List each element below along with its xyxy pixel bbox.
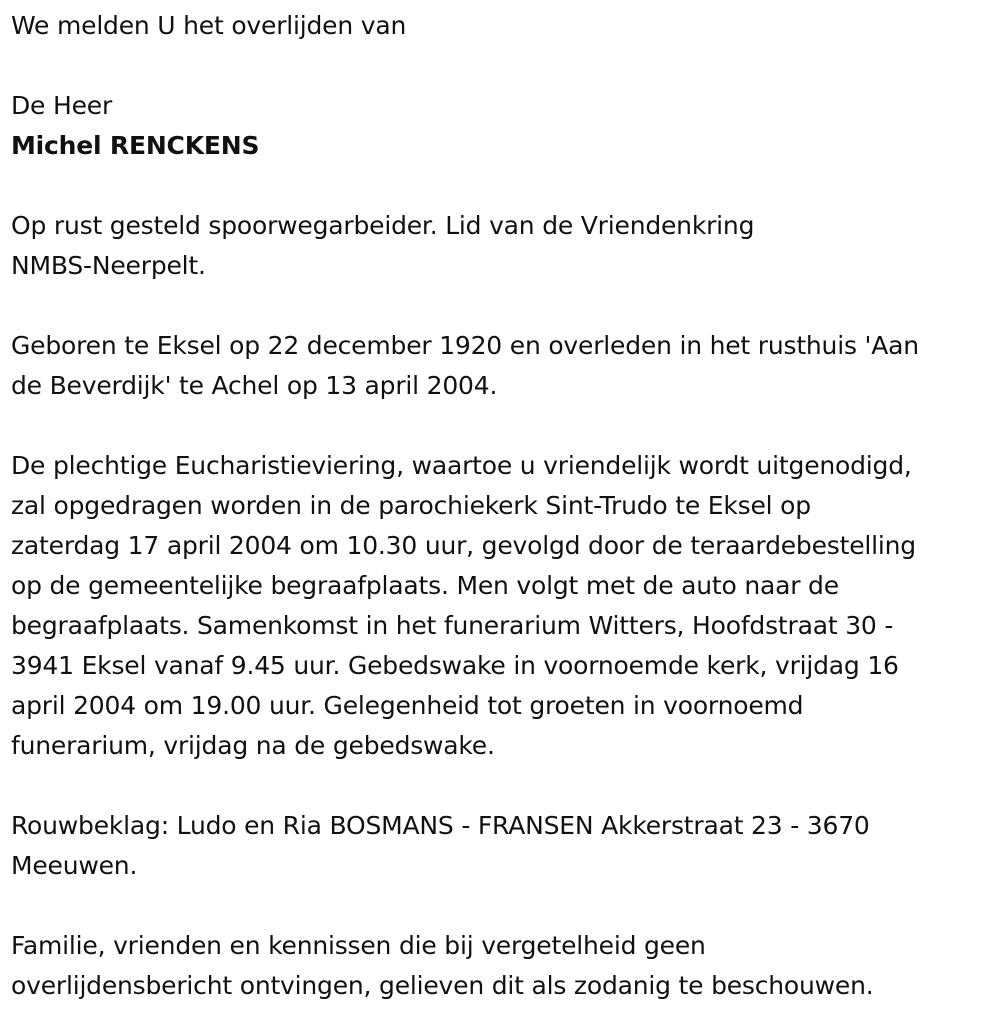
paragraph-line: op de gemeentelijke begraafplaats. Men volgt met de auto naar de	[11, 571, 839, 600]
spacer	[11, 766, 991, 806]
paragraph-line: funerarium, vrijdag na de gebedswake.	[11, 731, 495, 760]
spacer	[11, 886, 991, 926]
paragraph-line: De plechtige Eucharistieviering, waartoe u vriendelijk wordt uitgenodigd,	[11, 451, 912, 480]
paragraph-line: NMBS-Neerpelt.	[11, 251, 206, 280]
paragraph-line: overlijdensbericht ontvingen, gelieven dit als zodanig te beschouwen.	[11, 971, 874, 1000]
paragraph-line: de Beverdijk' te Achel op 13 april 2004.	[11, 371, 498, 400]
spacer	[11, 166, 991, 206]
paragraph-line: Rouwbeklag: Ludo en Ria BOSMANS - FRANSEN Akkerstraat 23 - 3670	[11, 811, 870, 840]
paragraph-line: Familie, vrienden en kennissen die bij vergetelheid geen	[11, 931, 706, 960]
intro-text: We melden U het overlijden van	[11, 11, 407, 40]
death-notice	[11, 6, 991, 1006]
spacer	[11, 286, 991, 326]
deceased-name: Michel RENCKENS	[11, 131, 260, 160]
paragraph-line: zal opgedragen worden in de parochiekerk Sint-Trudo te Eksel op	[11, 491, 811, 520]
paragraph-line: begraafplaats. Samenkomst in het funerarium Witters, Hoofdstraat 30 -	[11, 611, 894, 640]
ceremony-paragraph	[11, 446, 991, 766]
paragraph-line: Meeuwen.	[11, 851, 138, 880]
closing-paragraph	[11, 926, 991, 1006]
paragraph-line: april 2004 om 19.00 uur. Gelegenheid tot groeten in voornoemd	[11, 691, 804, 720]
paragraph-line: 3941 Eksel vanaf 9.45 uur. Gebedswake in voornoemde kerk, vrijdag 16	[11, 651, 899, 680]
paragraph-line: Op rust gesteld spoorwegarbeider. Lid van de Vriendenkring	[11, 211, 755, 240]
occupation-paragraph	[11, 206, 991, 286]
paragraph-line: Geboren te Eksel op 22 december 1920 en overleden in het rusthuis 'Aan	[11, 331, 919, 360]
salutation: De Heer	[11, 91, 113, 120]
spacer	[11, 46, 991, 86]
paragraph-line: zaterdag 17 april 2004 om 10.30 uur, gevolgd door de teraardebestelling	[11, 531, 916, 560]
birth-death-paragraph	[11, 326, 991, 406]
spacer	[11, 406, 991, 446]
mourning-paragraph	[11, 806, 991, 886]
